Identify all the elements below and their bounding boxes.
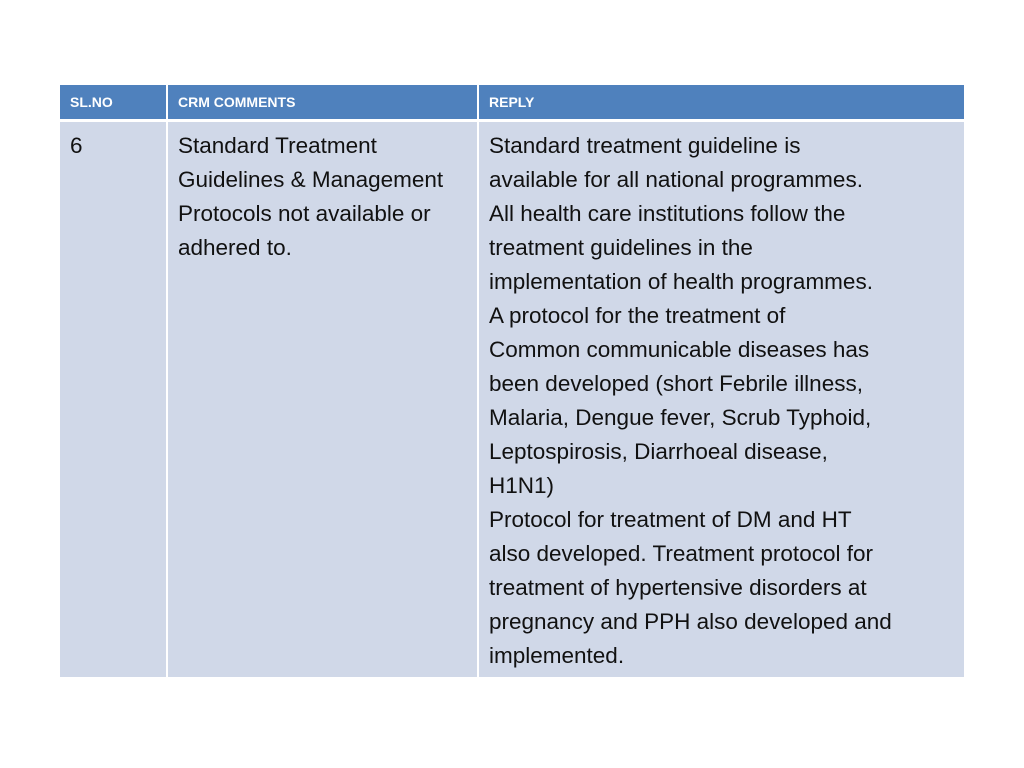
reply-line: Standard treatment guideline is xyxy=(489,132,801,158)
reply-line: been developed (short Febrile illness, xyxy=(489,370,863,396)
table-body xyxy=(60,120,964,677)
reply-line: H1N1) xyxy=(489,472,555,498)
header-row xyxy=(60,85,964,120)
reply-line: treatment guidelines in the xyxy=(489,234,753,260)
header-reply: REPLY xyxy=(478,85,964,120)
reply-line: available for all national programmes. xyxy=(489,166,863,192)
cell-sl-no: 6 xyxy=(60,120,167,677)
reply-line: implemented. xyxy=(489,642,625,668)
reply-line: pregnancy and PPH also developed and xyxy=(489,608,892,634)
reply-line: Common communicable diseases has xyxy=(489,336,870,362)
reply-line: also developed. Treatment protocol for xyxy=(489,540,873,566)
reply-line: implementation of health programmes. xyxy=(489,268,873,294)
reply-line: Malaria, Dengue fever, Scrub Typhoid, xyxy=(489,404,872,430)
reply-line: treatment of hypertensive disorders at xyxy=(489,574,867,600)
header-sl-no: SL.NO xyxy=(60,85,167,120)
reply-line: A protocol for the treatment of xyxy=(489,302,786,328)
reply-line: Protocol for treatment of DM and HT xyxy=(489,506,852,532)
table-header xyxy=(60,85,964,120)
crm-comments-table xyxy=(60,85,964,677)
reply-line: All health care institutions follow the xyxy=(489,200,846,226)
cell-crm-comment: Standard Treatment Guidelines & Management Protocols not available or adhered to. xyxy=(167,120,478,677)
table-row xyxy=(60,120,964,677)
cell-reply xyxy=(478,120,964,677)
comments-table-container xyxy=(60,85,964,677)
header-crm-comments: CRM COMMENTS xyxy=(167,85,478,120)
reply-line: Leptospirosis, Diarrhoeal disease, xyxy=(489,438,828,464)
